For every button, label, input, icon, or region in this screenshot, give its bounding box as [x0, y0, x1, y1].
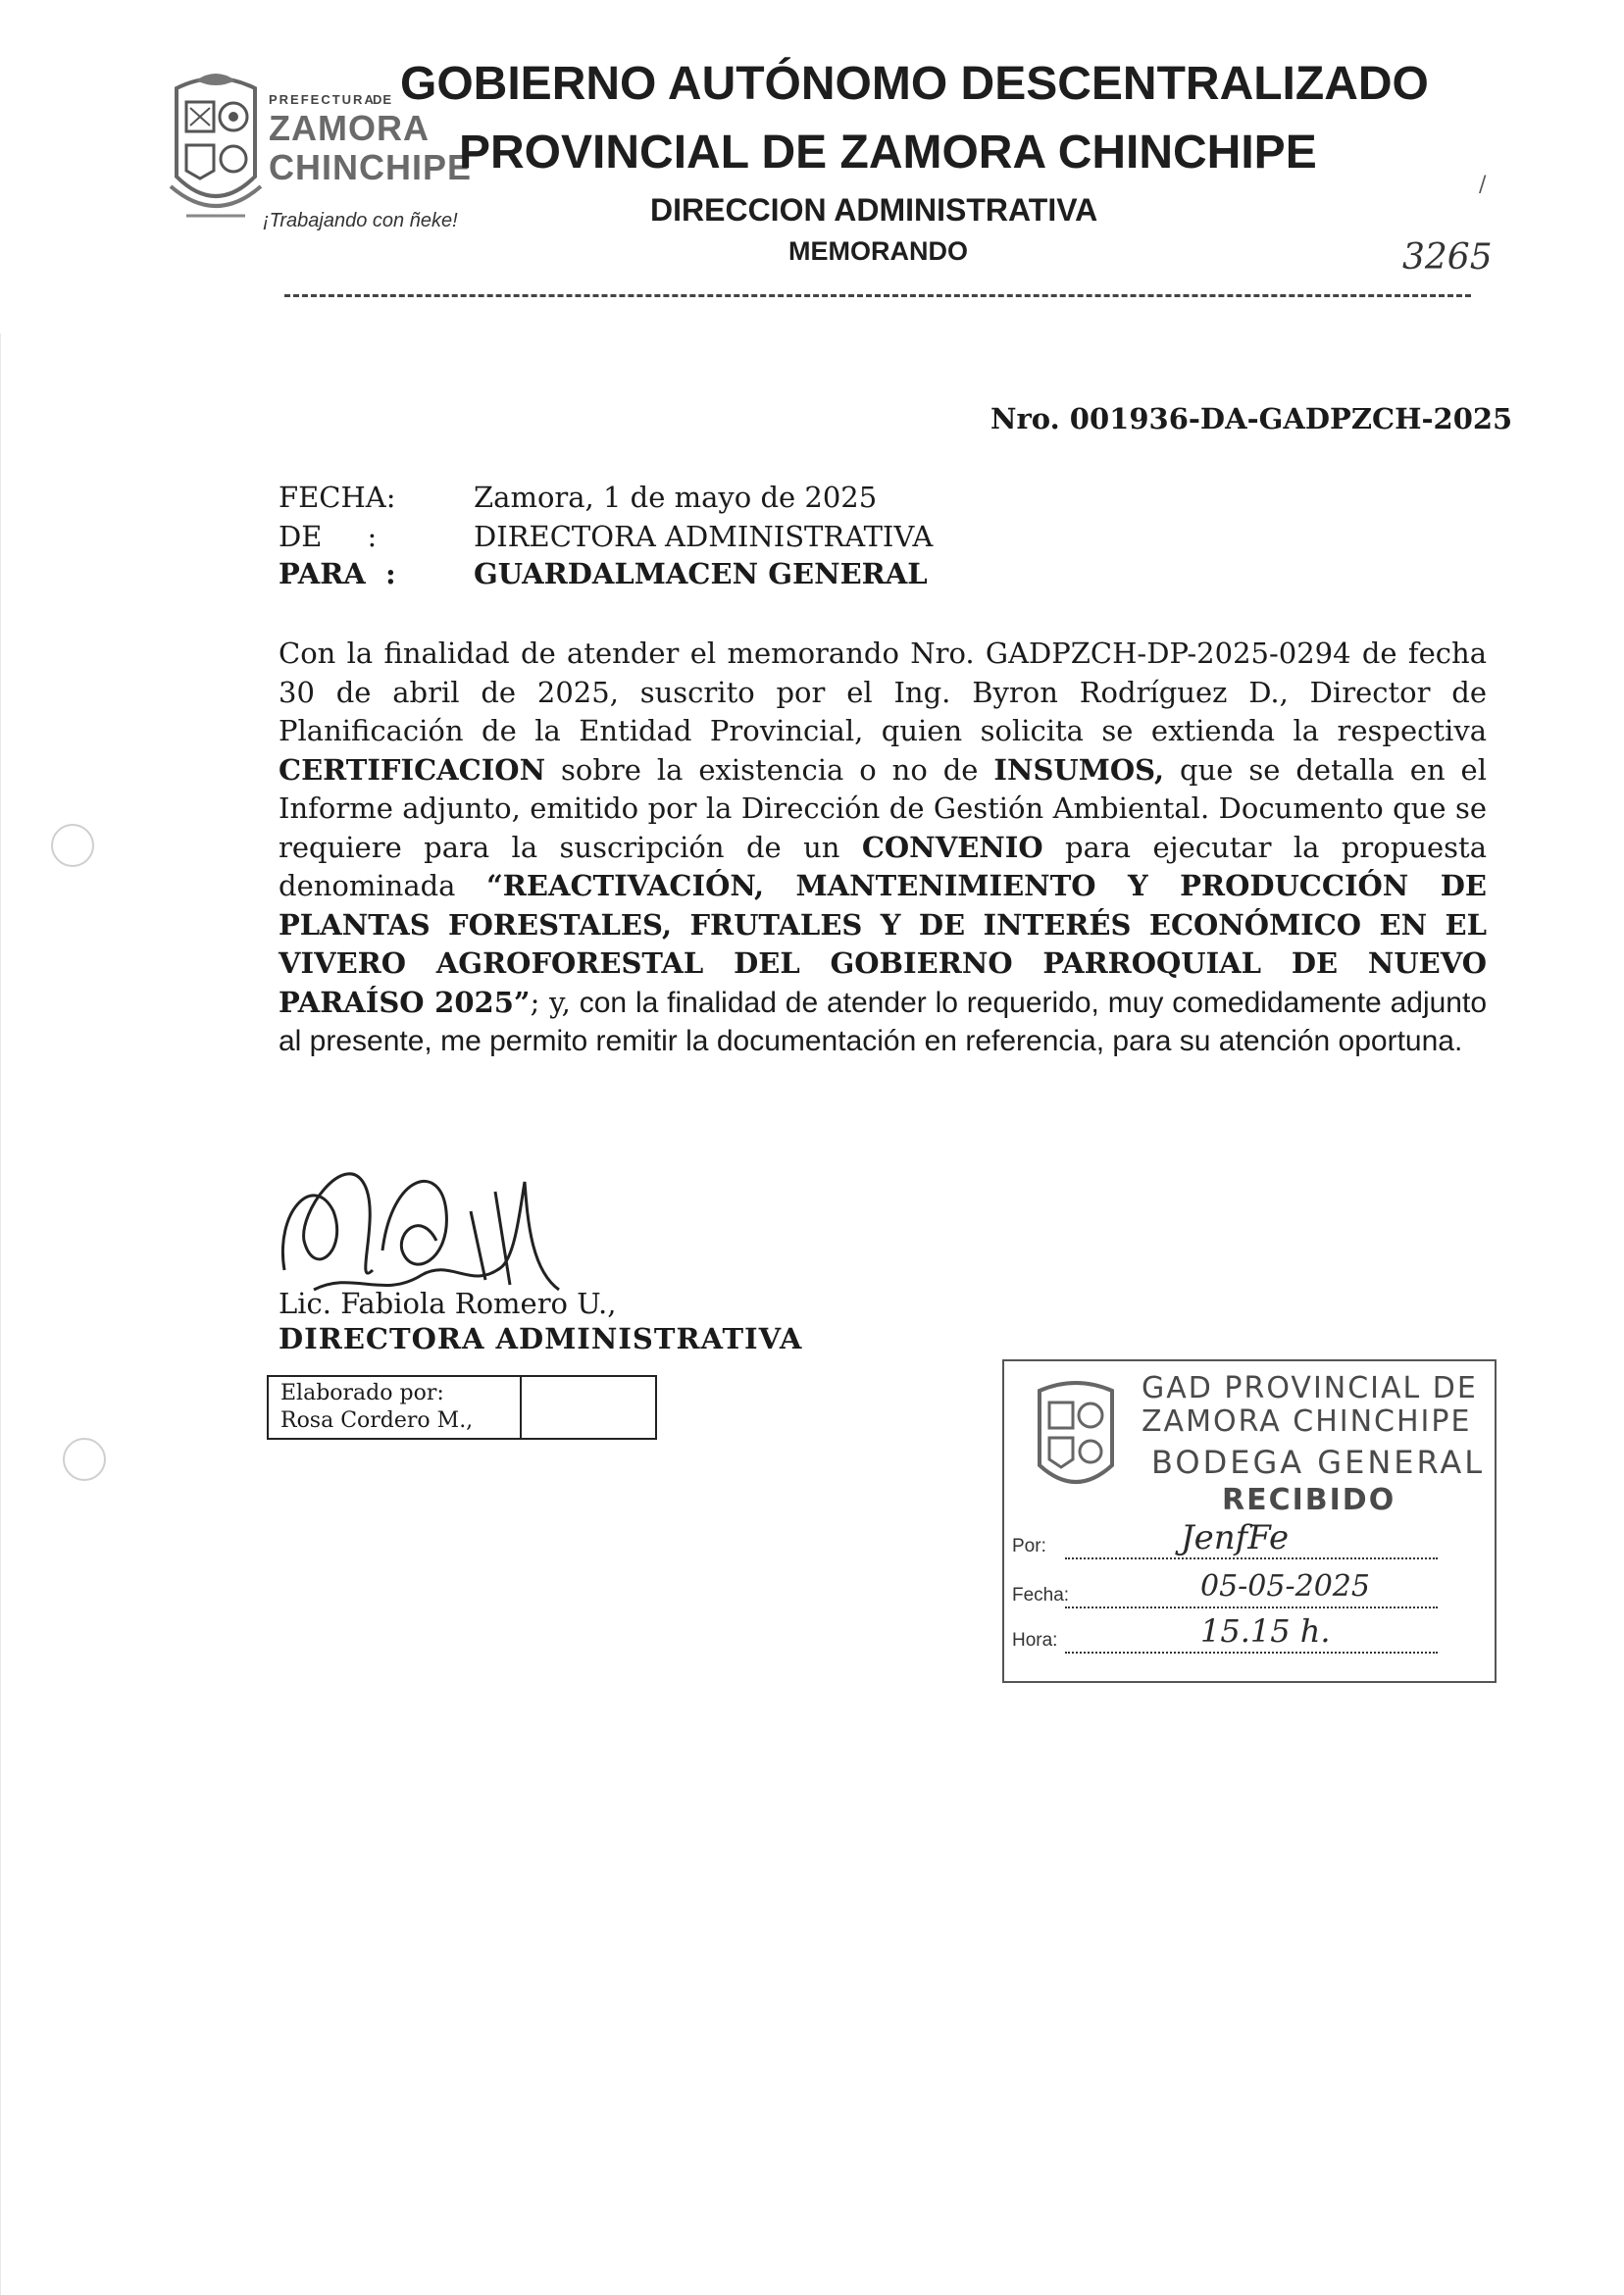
- body-text: para ejecutar la propuesta denominada: [279, 830, 1487, 902]
- stamp-por-label: Por:: [1012, 1536, 1046, 1556]
- reception-stamp: [1002, 1359, 1497, 1683]
- de-value: DIRECTORA ADMINISTRATIVA: [474, 520, 934, 553]
- department-title: DIRECCION ADMINISTRATIVA: [650, 192, 1098, 228]
- body-text: sobre la existencia o no de: [545, 752, 994, 787]
- logo-prefix-de: DE: [373, 92, 393, 107]
- de-label: DE :: [279, 520, 378, 553]
- logo-text-zamora: ZAMORA: [269, 108, 430, 148]
- stamp-line2: ZAMORA CHINCHIPE: [1142, 1404, 1472, 1439]
- prepared-by-box: [267, 1375, 657, 1440]
- stamp-fecha-line: [1065, 1606, 1438, 1608]
- body-text: ; y,: [530, 985, 571, 1019]
- logo-prefix: PREFECTURA: [269, 92, 376, 107]
- stamp-por-value: JenfFe: [1181, 1518, 1290, 1557]
- para-label: PARA :: [279, 557, 396, 590]
- fecha-value: Zamora, 1 de mayo de 2025: [474, 481, 878, 514]
- document-type: MEMORANDO: [788, 236, 968, 266]
- stamp-line3: BODEGA GENERAL: [1151, 1444, 1486, 1481]
- memo-body: [279, 635, 1487, 1061]
- prepared-by-name: Rosa Cordero M.,: [280, 1408, 474, 1433]
- handwritten-page-number: 3265: [1402, 237, 1493, 278]
- stamp-fecha-label: Fecha:: [1012, 1585, 1070, 1606]
- body-bold-convenio: CONVENIO: [861, 830, 1043, 864]
- stamp-hora-line: [1065, 1652, 1438, 1654]
- signatory-name: Lic. Fabiola Romero U.,: [279, 1287, 617, 1320]
- punch-hole: [63, 1438, 106, 1481]
- body-bold-certificacion: CERTIFICACION: [279, 752, 546, 787]
- para-value: GUARDALMACEN GENERAL: [474, 557, 928, 590]
- stamp-line4: RECIBIDO: [1222, 1483, 1396, 1517]
- stamp-line1: GAD PROVINCIAL DE: [1142, 1371, 1478, 1405]
- corner-mark: /: [1479, 173, 1487, 197]
- body-text: que se detalla en el Informe adjunto, emitido por la Dirección de Gestión Ambiental. Documento que se requiere para la suscripción de un: [279, 752, 1487, 864]
- prepared-by-label: Elaborado por:: [280, 1381, 444, 1405]
- body-bold-project-name: “REACTIVACIÓN, MANTENIMIENTO Y PRODUCCIÓN DE PLANTAS FORESTALES, FRUTALES Y DE INTERÉS ECONÓMICO EN EL VIVERO AGROFORESTAL DEL GOBIERNO PARROQUIAL DE NUEVO PARAÍSO 2025”: [279, 869, 1487, 1019]
- stamp-fecha-value: 05-05-2025: [1200, 1569, 1370, 1604]
- stamp-hora-label: Hora:: [1012, 1630, 1058, 1651]
- stamp-logo: [1026, 1375, 1126, 1503]
- body-text: con la finalidad de atender lo requerido, muy comedidamente adjunto al presente, me permito remitir la documentación en referencia, para su atención oportuna.: [279, 986, 1487, 1057]
- memo-number: Nro. 001936-DA-GADPZCH-2025: [990, 402, 1513, 435]
- stamp-hora-value: 15.15 h.: [1200, 1612, 1331, 1650]
- institution-title-line2: PROVINCIAL DE ZAMORA CHINCHIPE: [459, 127, 1317, 178]
- stamp-bracket: [1481, 1508, 1497, 1679]
- handwritten-signature: [275, 1152, 569, 1309]
- body-text: Con la finalidad de atender el memorando Nro. GADPZCH-DP-2025-0294 de fecha 30 de abril de 2025, suscrito por el Ing. Byron Rodríguez D., Director de Planificación de la Entidad Provincial, quien solicita se extienda la respectiva: [279, 637, 1487, 747]
- logo-text-chinchipe: CHINCHIPE: [269, 147, 473, 187]
- header-divider: [284, 294, 1471, 297]
- stamp-por-line: [1065, 1557, 1438, 1559]
- scan-edge-line: [0, 333, 1, 2295]
- punch-hole: [51, 824, 94, 867]
- logo-slogan: ¡Trabajando con ñeke!: [263, 210, 458, 231]
- signatory-title: DIRECTORA ADMINISTRATIVA: [279, 1322, 803, 1355]
- institution-title-line1: GOBIERNO AUTÓNOMO DESCENTRALIZADO: [400, 58, 1429, 110]
- fecha-label: FECHA:: [279, 481, 396, 514]
- body-bold-insumos: INSUMOS,: [993, 752, 1165, 787]
- prepared-by-cell: [269, 1377, 522, 1438]
- prefectura-logo: [157, 69, 275, 235]
